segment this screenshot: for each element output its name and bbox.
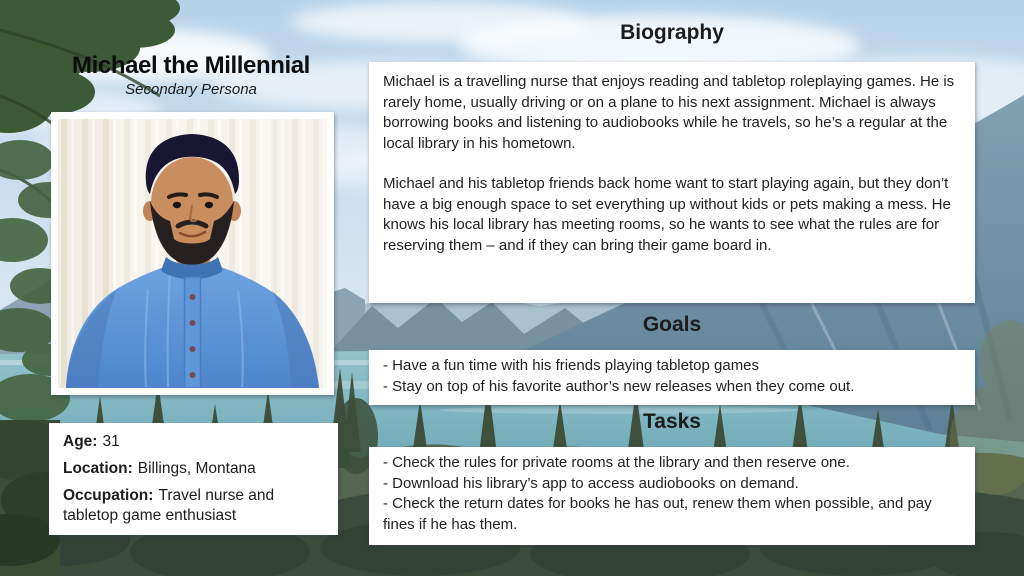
detail-row-location xyxy=(63,459,324,479)
task-item: - Check the return dates for books he has out, renew them when possible, and pay fines if he has them. xyxy=(383,495,932,533)
detail-value: Travel nurse and tabletop game enthusiast xyxy=(63,487,275,524)
detail-value: 31 xyxy=(102,433,120,450)
biography-heading: Biography xyxy=(620,21,724,44)
persona-photo-frame xyxy=(51,112,334,395)
goal-item: - Have a fun time with his friends playing tabletop games xyxy=(383,357,760,374)
persona-photo xyxy=(58,119,327,388)
goals-heading: Goals xyxy=(642,313,702,336)
persona-title-block xyxy=(26,52,356,98)
detail-row-occupation xyxy=(63,486,324,526)
persona-details-box xyxy=(49,423,338,535)
biography-paragraph: Michael is a travelling nurse that enjoys reading and tabletop roleplaying games. He is rarely home, usually driving or on a plane to his next assignment. Michael is always borrowing books and listening to audiobooks while he travels, so he’s a regular at the local library in his hometown. xyxy=(383,73,955,152)
detail-value: Billings, Montana xyxy=(137,460,256,477)
biography-paragraph: Michael and his tabletop friends back home want to start playing again, but they don’t have a big enough space to set everything up without kids or pets making a mess. He knows his local library has meeting rooms, so he wants to see what the rules are for reserving them – and if they can bring their game board in. xyxy=(383,175,951,254)
task-item: - Download his library’s app to access audiobooks on demand. xyxy=(383,474,799,492)
detail-row-age xyxy=(63,432,324,452)
tasks-heading: Tasks xyxy=(643,410,701,433)
tasks-box xyxy=(369,447,975,545)
detail-label: Location: xyxy=(63,460,133,477)
detail-label: Age: xyxy=(63,433,98,450)
goal-item: - Stay on top of his favorite author’s new releases when they come out. xyxy=(383,377,855,395)
persona-type-label: Secondary Persona xyxy=(125,81,257,98)
persona-name: Michael the Millennial xyxy=(72,52,310,79)
task-item: - Check the rules for private rooms at the library and then reserve one. xyxy=(383,454,850,471)
biography-box xyxy=(369,62,975,303)
goals-box xyxy=(369,350,975,405)
detail-label: Occupation: xyxy=(63,487,154,504)
